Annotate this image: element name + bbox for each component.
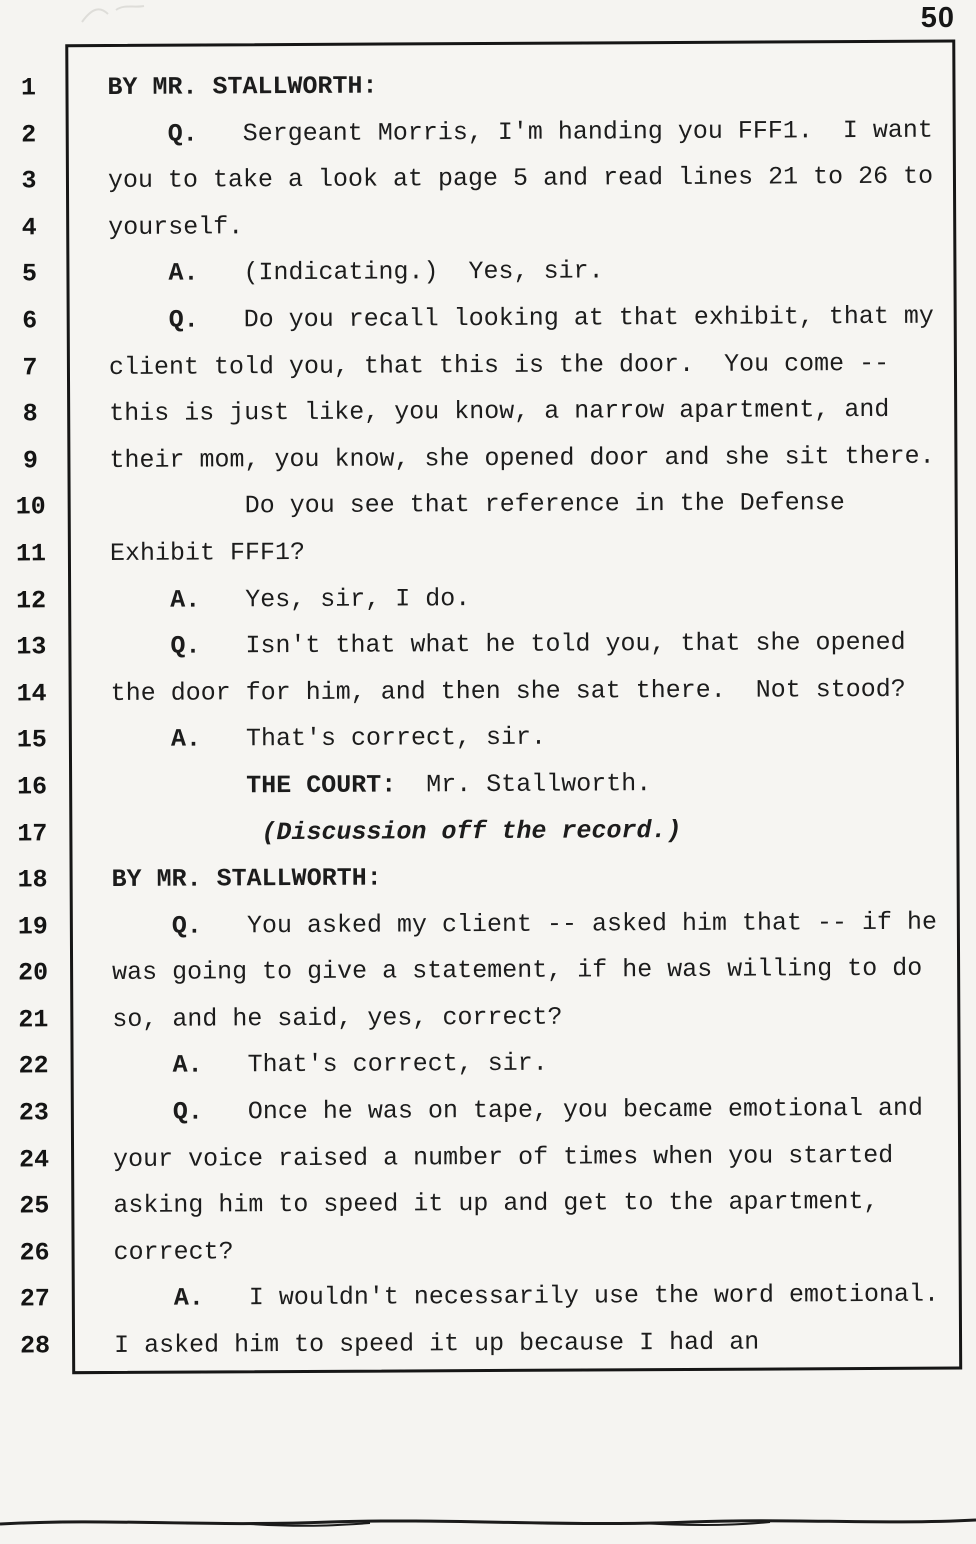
text-segment: Q. — [168, 305, 199, 335]
transcript-line — [113, 1225, 954, 1276]
text-segment: BY MR. STALLWORTH: — [107, 71, 378, 102]
text-segment — [109, 306, 169, 335]
transcript-line — [112, 899, 953, 950]
transcript-line — [114, 1272, 955, 1323]
line-number: 24 — [18, 1144, 50, 1175]
line-number: 18 — [17, 865, 48, 895]
line-number: 27 — [19, 1284, 50, 1314]
text-segment: That's correct, sir. — [200, 723, 547, 754]
line-number: 6 — [22, 306, 38, 336]
transcript-line — [108, 107, 949, 158]
text-segment: Do you recall looking at that exhibit, that my — [198, 301, 934, 335]
text-segment: this is just like, you know, a narrow apartment, and — [109, 395, 890, 429]
line-number: 9 — [22, 446, 39, 476]
text-segment: so, and he said, yes, correct? — [112, 1002, 563, 1034]
transcript-line — [108, 154, 949, 205]
transcript-line — [111, 713, 952, 764]
text-segment — [108, 119, 168, 148]
line-number: 2 — [21, 119, 37, 150]
text-segment: yourself. — [108, 212, 244, 242]
text-segment — [110, 585, 170, 614]
transcript-line — [114, 1319, 955, 1370]
transcript-line — [107, 61, 948, 112]
transcript-line — [113, 1086, 954, 1137]
transcript-line — [111, 666, 952, 717]
line-number: 5 — [21, 259, 38, 289]
transcript-line — [109, 433, 950, 484]
line-number: 16 — [17, 772, 48, 802]
text-segment: A. — [170, 585, 201, 615]
transcript-line — [113, 1132, 954, 1183]
transcript-line — [111, 806, 952, 857]
transcript-line — [112, 1039, 953, 1090]
text-segment: your voice raised a number of times when you started — [113, 1140, 894, 1174]
text-segment: client told you, that this is the door. You come -- — [108, 348, 890, 382]
line-number: 3 — [21, 166, 37, 196]
transcript-line — [112, 992, 953, 1043]
transcript-line — [112, 853, 953, 904]
transcript-line — [108, 247, 949, 298]
transcript-line — [109, 294, 950, 345]
line-number: 11 — [15, 539, 46, 569]
text-segment: A. — [168, 258, 199, 289]
text-segment: Exhibit FFF1? — [109, 537, 306, 568]
transcript-line — [109, 387, 950, 438]
text-segment — [108, 259, 168, 288]
line-number: 13 — [16, 632, 47, 662]
text-segment: Q. — [170, 631, 201, 661]
text-segment: A. — [173, 1283, 204, 1314]
line-number: 22 — [18, 1051, 49, 1081]
text-segment: Q. — [167, 119, 198, 149]
text-segment: Do you see that reference in the Defense — [109, 488, 845, 522]
text-segment: Isn't that what he told you, that she opened — [200, 627, 906, 661]
text-segment — [113, 1098, 173, 1127]
text-segment: Yes, sir, I do. — [200, 583, 471, 615]
line-number: 23 — [18, 1098, 49, 1128]
transcript-lines — [68, 43, 959, 1370]
text-segment — [114, 1284, 174, 1313]
transcript-line — [108, 200, 949, 251]
line-number: 4 — [21, 213, 37, 243]
text-segment: Q. — [171, 911, 202, 941]
page-bottom-scan-line — [0, 1510, 976, 1534]
text-segment: That's correct, sir. — [202, 1049, 548, 1080]
transcript-line — [110, 573, 951, 624]
line-number: 7 — [22, 352, 38, 382]
line-number: 19 — [17, 911, 48, 942]
text-segment: (Indicating.) Yes, sir. — [198, 256, 604, 288]
text-segment: (Discussion off the record.) — [261, 815, 682, 847]
text-segment — [110, 632, 170, 661]
text-segment: their mom, you know, she opened door and she sit there. — [109, 441, 935, 475]
transcript-line — [110, 480, 951, 531]
line-number: 14 — [16, 679, 47, 709]
line-number: 28 — [19, 1331, 51, 1361]
transcript-line — [111, 759, 952, 810]
text-segment: Once he was on tape, you became emotional and — [202, 1093, 924, 1127]
text-segment — [111, 725, 171, 754]
text-segment — [113, 1051, 173, 1080]
text-segment: correct? — [113, 1237, 234, 1267]
text-segment — [112, 911, 172, 940]
line-number: 25 — [19, 1191, 50, 1221]
line-number: 26 — [19, 1238, 50, 1268]
text-segment: You asked my client -- asked him that -- if he — [201, 907, 938, 941]
text-segment: asking him to speed it up and get to the apartment, — [113, 1187, 879, 1221]
transcript-line — [110, 527, 951, 578]
line-number: 8 — [22, 399, 38, 429]
text-segment: the door for him, and then she sat there. Not stood? — [110, 674, 906, 708]
text-segment: BY MR. STALLWORTH: — [111, 863, 382, 895]
text-segment: you to take a look at page 5 and read lines 21 to 26 to — [107, 161, 934, 196]
text-segment: Sergeant Morris, I'm handing you FFF1. I want — [197, 115, 933, 149]
transcript-box — [65, 40, 962, 1375]
line-number: 17 — [17, 818, 48, 848]
text-segment: THE COURT: — [246, 770, 397, 801]
line-number: 1 — [20, 73, 37, 103]
line-number: 12 — [16, 585, 47, 616]
text-segment: I wouldn't necessarily use the word emotional. — [203, 1280, 940, 1313]
text-segment: A. — [170, 724, 202, 754]
text-segment: was going to give a statement, if he was willing to do — [112, 954, 923, 988]
line-numbers — [0, 65, 64, 1370]
line-number: 20 — [18, 958, 49, 988]
transcript-line — [112, 946, 953, 997]
transcript-line — [109, 340, 950, 391]
text-segment: Q. — [172, 1097, 203, 1127]
line-number: 15 — [16, 725, 47, 755]
line-number: 10 — [15, 492, 46, 522]
page-number: 50 — [920, 2, 955, 34]
text-segment — [111, 818, 261, 848]
text-segment: I asked him to speed it up because I had an — [113, 1327, 760, 1360]
text-segment — [111, 771, 246, 801]
line-number: 21 — [18, 1005, 49, 1035]
text-segment: A. — [172, 1050, 203, 1081]
transcript-line — [110, 620, 951, 671]
transcript-line — [113, 1179, 954, 1230]
text-segment: Mr. Stallworth. — [396, 769, 652, 800]
